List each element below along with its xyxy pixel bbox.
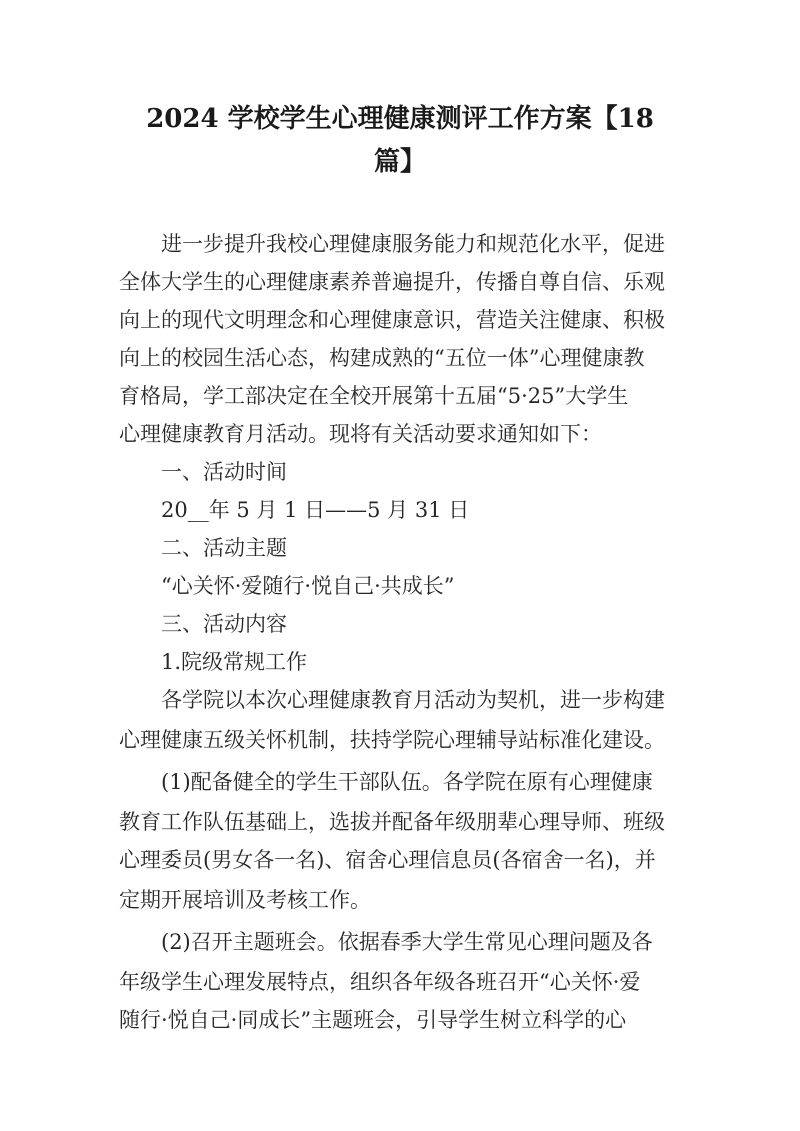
section-heading-time: 一、活动时间: [161, 460, 287, 484]
item2-line-2: 年级学生心理发展特点，组织各年级各班召开“心关怀·爱: [119, 970, 641, 994]
intro-line-5: 育格局，学工部决定在全校开展第十五届“5·25”大学生: [119, 384, 629, 408]
item1-line-3: 心理委员(男女各一名)、宿舍心理信息员(各宿舍一名)，并: [119, 848, 656, 872]
routine-line-1: 各学院以本次心理健康教育月活动为契机，进一步构建: [161, 688, 665, 712]
document-title: [110, 98, 690, 184]
activity-dates: 20__年 5 月 1 日——5 月 31 日: [161, 498, 470, 522]
intro-line-2: 全体大学生的心理健康素养普遍提升，传播自尊自信、乐观: [119, 270, 665, 294]
section-heading-content: 三、活动内容: [161, 612, 287, 636]
intro-line-4: 向上的校园生活心态，构建成熟的“五位一体”心理健康教: [119, 346, 645, 370]
item2-line-3: 随行·悦自己·同成长”主题班会，引导学生树立科学的心: [119, 1008, 627, 1032]
intro-line-6: 心理健康教育月活动。现将有关活动要求通知如下：: [119, 422, 602, 446]
item2-line-1: (2)召开主题班会。依据春季大学生常见心理问题及各: [161, 930, 653, 954]
intro-line-1: 进一步提升我校心理健康服务能力和规范化水平，促进: [161, 232, 665, 256]
item1-line-4: 定期开展培训及考核工作。: [119, 888, 371, 912]
section-heading-theme: 二、活动主题: [161, 536, 287, 560]
title-line-1: 2024 学校学生心理健康测评工作方案【18: [146, 104, 654, 134]
title-line-2: 篇】: [373, 147, 426, 177]
activity-theme: “心关怀·爱随行·悦自己·共成长”: [161, 574, 455, 598]
subsection-heading-routine: 1.院级常规工作: [161, 650, 308, 674]
item1-line-1: (1)配备健全的学生干部队伍。各学院在原有心理健康: [161, 770, 653, 794]
routine-line-2: 心理健康五级关怀机制，扶持学院心理辅导站标准化建设。: [119, 728, 665, 752]
document-body: [119, 225, 684, 1039]
intro-line-3: 向上的现代文明理念和心理健康意识，营造关注健康、积极: [119, 308, 665, 332]
item1-line-2: 教育工作队伍基础上，选拔并配备年级朋辈心理导师、班级: [119, 810, 665, 834]
